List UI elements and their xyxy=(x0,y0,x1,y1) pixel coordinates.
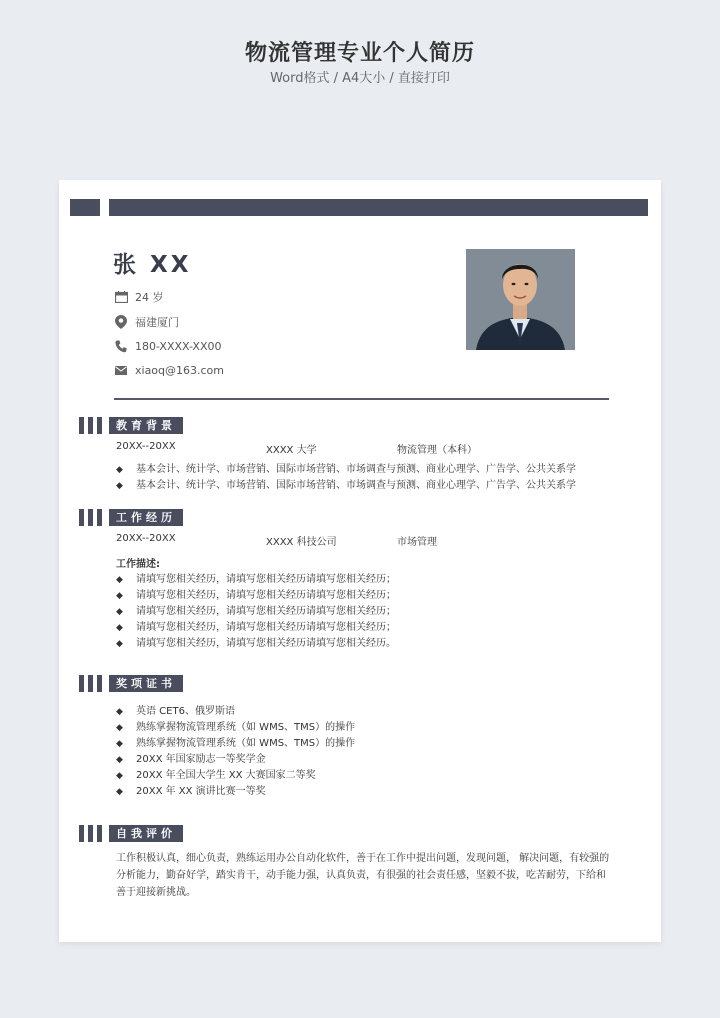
work-desc-label: 工作描述: xyxy=(116,559,160,570)
profile-divider xyxy=(114,398,609,400)
mail-icon xyxy=(114,363,128,377)
diamond-bullet-icon: ◆ xyxy=(116,639,123,649)
phone-icon xyxy=(114,339,128,353)
diamond-bullet-icon: ◆ xyxy=(116,707,123,717)
section-awards-title: 奖项证书 xyxy=(109,675,183,692)
work-period: 20XX--20XX xyxy=(116,533,176,544)
work-position: 市场管理 xyxy=(397,537,437,548)
section-education-header xyxy=(79,417,183,434)
section-awards-header xyxy=(79,675,183,692)
page-subtitle: Word格式 / A4大小 / 直接打印 xyxy=(270,71,450,86)
diamond-bullet-icon: ◆ xyxy=(116,723,123,733)
calendar-icon xyxy=(114,290,128,304)
email-row xyxy=(114,361,224,379)
diamond-bullet-icon: ◆ xyxy=(116,607,123,617)
list-item: ◆ 20XX 年全国大学生 XX 大赛国家二等奖 xyxy=(116,770,316,781)
education-period: 20XX--20XX xyxy=(116,441,176,452)
page-title: 物流管理专业个人简历 xyxy=(244,41,475,66)
list-item: ◆ 请填写您相关经历，请填写您相关经历请填写您相关经历； xyxy=(116,622,396,633)
profile-photo xyxy=(466,249,575,350)
list-item: ◆ 20XX 年国家励志一等奖学金 xyxy=(116,754,266,765)
work-company: XXXX 科技公司 xyxy=(266,537,337,548)
phone-row xyxy=(114,337,222,355)
diamond-bullet-icon: ◆ xyxy=(116,575,123,585)
candidate-name: 张 XX xyxy=(113,252,192,278)
list-item: ◆ 英语 CET6、俄罗斯语 xyxy=(116,706,235,717)
email-text: xiaoq@163.com xyxy=(135,363,225,377)
diamond-bullet-icon: ◆ xyxy=(116,481,123,491)
list-item: ◆ 请填写您相关经历，请填写您相关经历请填写您相关经历； xyxy=(116,574,396,585)
diamond-bullet-icon: ◆ xyxy=(116,787,123,797)
diamond-bullet-icon: ◆ xyxy=(116,465,123,475)
list-item: ◆ 请填写您相关经历，请填写您相关经历请填写您相关经历； xyxy=(116,590,396,601)
list-item: ◆ 请填写您相关经历，请填写您相关经历请填写您相关经历。 xyxy=(116,638,396,649)
diamond-bullet-icon: ◆ xyxy=(116,591,123,601)
list-item: ◆ 20XX 年 XX 演讲比赛一等奖 xyxy=(116,786,266,797)
location-text: 福建厦门 xyxy=(135,316,179,329)
age-row xyxy=(114,288,164,306)
list-item: ◆ 基本会计、统计学、市场营销、国际市场营销、市场调查与预测、商业心理学、广告学、公共关系学 xyxy=(116,464,576,475)
list-item: ◆ 熟练掌握物流管理系统（如 WMS、TMS）的操作 xyxy=(116,722,356,733)
list-item: ◆ 熟练掌握物流管理系统（如 WMS、TMS）的操作 xyxy=(116,738,356,749)
top-decor-bar-long xyxy=(109,199,648,216)
diamond-bullet-icon: ◆ xyxy=(116,739,123,749)
self-eval-text: 工作积极认真，细心负责，熟练运用办公自动化软件，善于在工作中提出问题，发现问题， 解决问题，有较强的分析能力，勤奋好学，踏实肯干，动手能力强，认真负责，有很强的社会责任感，坚毅不拔，吃苦耐劳，下给和善于迎接新挑战。 xyxy=(116,853,610,898)
section-education-title: 教育背景 xyxy=(109,417,183,434)
list-item: ◆ 基本会计、统计学、市场营销、国际市场营销、市场调查与预测、商业心理学、广告学、公共关系学 xyxy=(116,480,576,491)
top-decor-bar-short xyxy=(70,199,100,216)
location-row xyxy=(114,313,179,331)
resume-paper xyxy=(59,180,661,942)
location-pin-icon xyxy=(114,315,128,329)
section-work-header xyxy=(79,509,183,526)
diamond-bullet-icon: ◆ xyxy=(116,771,123,781)
diamond-bullet-icon: ◆ xyxy=(116,755,123,765)
phone-text: 180-XXXX-XX00 xyxy=(135,339,222,353)
section-self-eval-header xyxy=(79,825,183,842)
age-text: 24 岁 xyxy=(135,291,164,304)
list-item: ◆ 请填写您相关经历，请填写您相关经历请填写您相关经历； xyxy=(116,606,396,617)
section-work-title: 工作经历 xyxy=(109,509,183,526)
diamond-bullet-icon: ◆ xyxy=(116,623,123,633)
section-self-eval-title: 自我评价 xyxy=(109,825,183,842)
education-major: 物流管理（本科） xyxy=(397,445,477,456)
education-school: XXXX 大学 xyxy=(266,445,317,456)
